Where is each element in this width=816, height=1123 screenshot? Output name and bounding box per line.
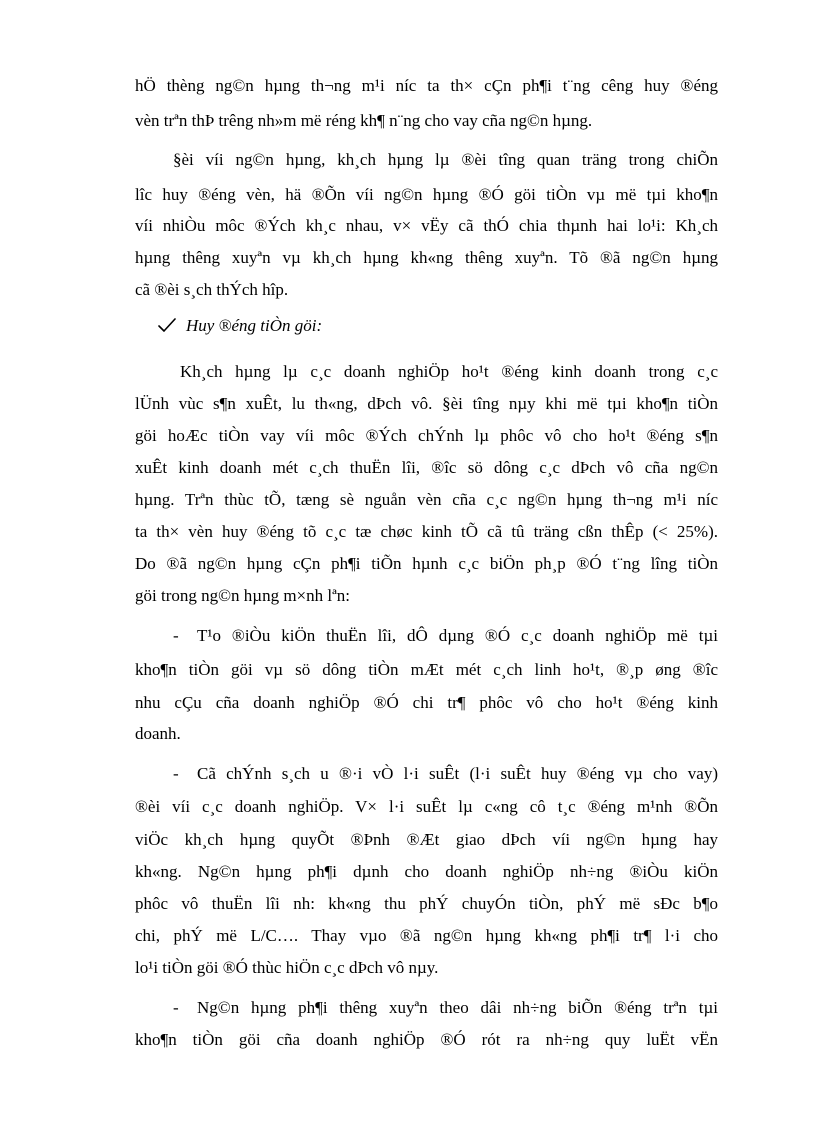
text-line: nhu cÇu cña doanh nghiÖp ®Ó chi tr¶ phôc vô cho ho¹t ®éng kinh	[135, 693, 718, 712]
list-item-text: Cã chÝnh s¸ch u ®·i vÒ l·i suÊt (l·i suÊt huy ®éng vµ cho vay)	[197, 764, 718, 783]
text-line: kho¶n tiÒn göi cña doanh nghiÖp ®Ó rót ra nh÷ng quy luËt vËn	[135, 1030, 718, 1049]
list-item	[173, 626, 718, 646]
list-marker: -	[173, 626, 179, 645]
text-line: ta th× vèn huy ®éng tõ c¸c tæ chøc kinh tÕ cã tû träng cßn thÊp (< 25%).	[135, 522, 718, 541]
checkmark-icon	[158, 317, 176, 331]
text-line: vèn trªn thÞ trêng nh»m më réng kh¶ n¨ng cho vay cña ng©n hµng.	[135, 111, 593, 130]
text-line: Kh¸ch hµng lµ c¸c doanh nghiÖp ho¹t ®éng kinh doanh trong c¸c	[180, 362, 718, 381]
text-line: hµng. Trªn thùc tÕ, tæng sè nguån vèn cña c¸c ng©n hµng th¬ng m¹i níc	[135, 490, 718, 509]
list-item-text: Ng©n hµng ph¶i thêng xuyªn theo dâi nh÷ng biÕn ®éng trªn tµi	[197, 998, 718, 1017]
text-line: lo¹i tiÒn göi ®Ó thùc hiÖn c¸c dÞch vô nµy.	[135, 958, 439, 977]
text-line: kho¶n tiÒn göi vµ sö dông tiÒn mÆt mét c¸ch linh ho¹t, ®¸p øng ®îc	[135, 660, 718, 679]
text-line: hÖ thèng ng©n hµng th¬ng m¹i níc ta th× cÇn ph¶i t¨ng cêng huy ®éng	[135, 76, 718, 95]
text-line: víi nhiÒu môc ®Ých kh¸c nhau, v× vËy cã thÓ chia thµnh hai lo¹i: Kh¸ch	[135, 216, 718, 235]
list-item	[173, 998, 718, 1018]
text-line: xuÊt kinh doanh mét c¸ch thuËn lîi, ®îc sö dông c¸c dÞch vô cña ng©n	[135, 458, 718, 477]
text-line: göi trong ng©n hµng m×nh lªn:	[135, 586, 351, 605]
list-item-text: T¹o ®iÒu kiÖn thuËn lîi, dÔ dµng ®Ó c¸c doanh nghiÖp më tµi	[197, 626, 718, 645]
text-line: Do ®ã ng©n hµng cÇn ph¶i tiÕn hµnh c¸c biÖn ph¸p ®Ó t¨ng lîng tiÒn	[135, 554, 718, 573]
text-line: ®èi víi c¸c doanh nghiÖp. V× l·i suÊt lµ c«ng cô t¸c ®éng m¹nh ®Õn	[135, 797, 718, 816]
text-line: kh«ng. Ng©n hµng ph¶i dµnh cho doanh nghiÖp nh÷ng ®iÒu kiÖn	[135, 862, 718, 881]
text-line: göi hoÆc tiÒn vay víi môc ®Ých chÝnh lµ phôc vô cho ho¹t ®éng s¶n	[135, 426, 718, 445]
heading-text: Huy ®éng tiÒn göi:	[186, 316, 323, 335]
text-line: §èi víi ng©n hµng, kh¸ch hµng lµ ®èi tîng quan träng trong chiÕn	[173, 150, 718, 169]
list-marker: -	[173, 998, 179, 1017]
text-line: chi, phÝ më L/C…. Thay vµo ®ã ng©n hµng kh«ng ph¶i tr¶ l·i cho	[135, 926, 718, 945]
text-line: doanh.	[135, 724, 181, 743]
text-line: viÖc kh¸ch hµng quyÕt ®Þnh ®Æt giao dÞch víi ng©n hµng hay	[135, 830, 718, 849]
text-line: cã ®èi s¸ch thÝch hîp.	[135, 280, 289, 299]
text-line: lÜnh vùc s¶n xuÊt, lu th«ng, dÞch vô. §èi tîng nµy khi më tµi kho¶n tiÒn	[135, 394, 718, 413]
text-line: phôc vô thuËn lîi nh: kh«ng thu phÝ chuyÓn tiÒn, phÝ më sÐc b¶o	[135, 894, 718, 913]
list-item	[173, 764, 718, 784]
list-marker: -	[173, 764, 179, 783]
text-line: hµng thêng xuyªn vµ kh¸ch hµng kh«ng thêng xuyªn. Tõ ®ã ng©n hµng	[135, 248, 718, 267]
section-heading	[158, 316, 322, 336]
text-line: lîc huy ®éng vèn, hä ®Õn víi ng©n hµng ®Ó göi tiÒn vµ më tµi kho¶n	[135, 185, 718, 204]
